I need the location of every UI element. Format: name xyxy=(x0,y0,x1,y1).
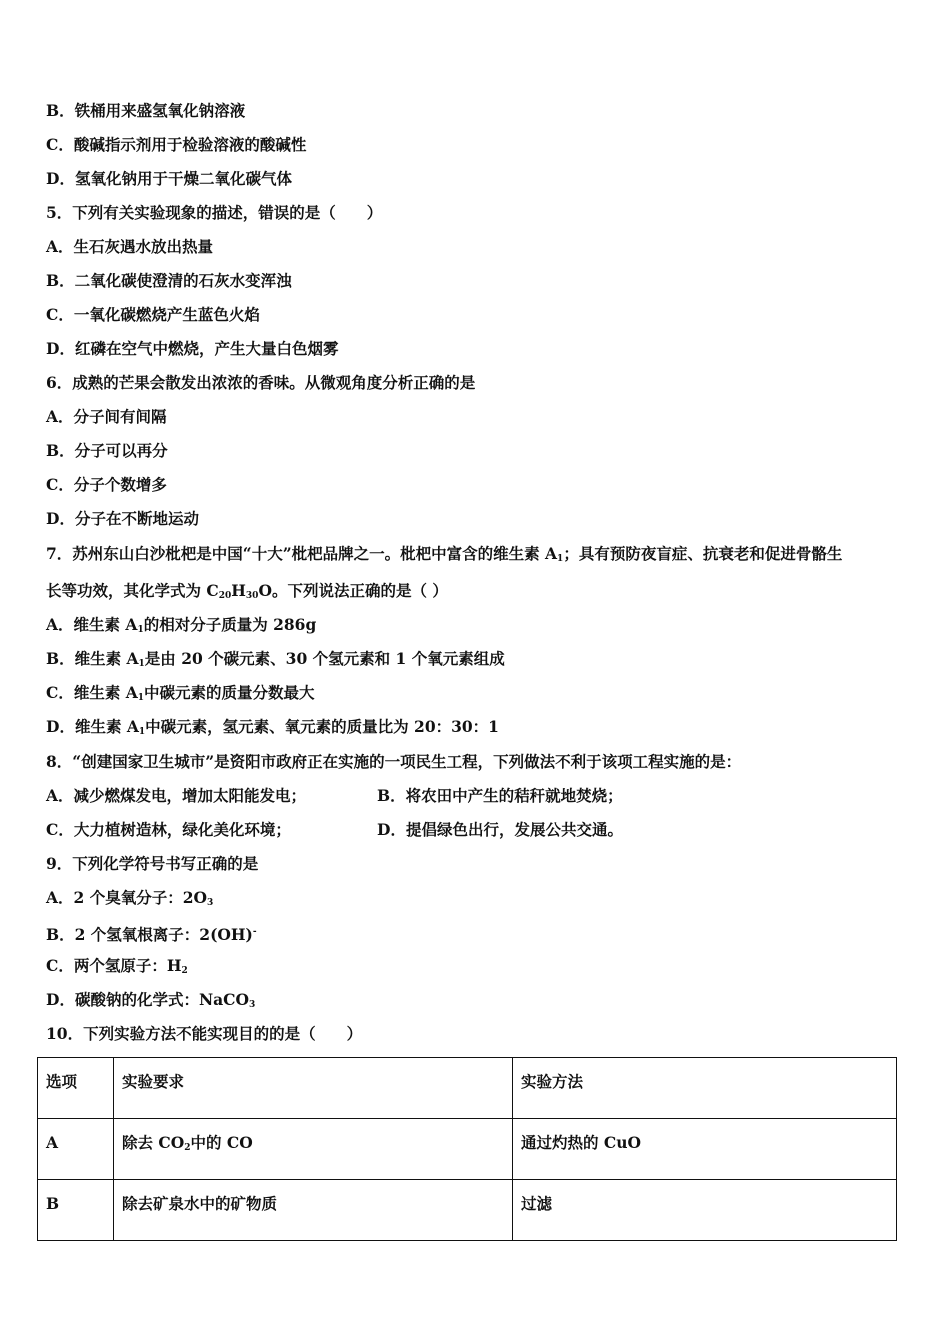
q4-option-c: C．酸碱指示剂用于检验溶液的酸碱性 xyxy=(46,135,307,154)
q7-option-a xyxy=(46,614,316,641)
subscript: 1 xyxy=(557,554,564,564)
option-text: C．维生素 A xyxy=(46,683,138,702)
subscript: 1 xyxy=(137,693,145,703)
row-option: A xyxy=(38,1119,114,1180)
q5-option-c: C．一氧化碳燃烧产生蓝色火焰 xyxy=(46,305,260,324)
q6-stem: 6．成熟的芒果会散发出浓浓的香味。从微观角度分析正确的是 xyxy=(46,373,476,392)
subscript: 3 xyxy=(207,898,214,908)
q7-option-b xyxy=(46,648,505,675)
option-text: C．两个氢原子：H xyxy=(46,956,182,975)
q9-option-c xyxy=(46,955,188,982)
q7-stem-text: H xyxy=(231,581,246,600)
subscript: 2 xyxy=(181,966,188,976)
header-option: 选项 xyxy=(38,1058,114,1119)
option-text: D．维生素 A xyxy=(46,717,139,736)
option-text: D．碳酸钠的化学式：NaCO xyxy=(46,990,249,1009)
subscript: 2 xyxy=(184,1143,191,1153)
cell-text: 除去 CO xyxy=(122,1133,185,1152)
q7-stem-text: 7．苏州东山白沙枇杷是中国“十大”枇杷品牌之一。枇杷中富含的维生素 A xyxy=(46,544,558,563)
subscript: 1 xyxy=(138,727,146,737)
option-text: 的相对分子质量为 286g xyxy=(143,615,317,634)
header-method: 实验方法 xyxy=(513,1058,897,1119)
q4-option-d: D．氢氧化钠用于干燥二氧化碳气体 xyxy=(46,169,292,188)
q8-option-c: C．大力植树造林，绿化美化环境； xyxy=(46,820,291,839)
table-row xyxy=(38,1119,897,1180)
row-method: 通过灼热的 CuO xyxy=(513,1119,897,1180)
superscript: - xyxy=(252,927,257,937)
q5-stem: 5．下列有关实验现象的描述，错误的是（ ） xyxy=(46,203,383,222)
subscript: 30 xyxy=(245,591,259,601)
q9-stem: 9．下列化学符号书写正确的是 xyxy=(46,854,259,873)
option-text: 是由 20 个碳元素、30 个氢元素和 1 个氧元素组成 xyxy=(144,649,505,668)
q8-stem: 8．“创建国家卫生城市”是资阳市政府正在实施的一项民生工程，下列做法不利于该项工程实施的是： xyxy=(46,752,742,771)
option-text: A．2 个臭氧分子：2O xyxy=(46,888,207,907)
q7-stem-text: ；具有预防夜盲症、抗衰老和促进骨骼生 xyxy=(563,544,843,563)
q8-option-d: D．提倡绿色出行，发展公共交通。 xyxy=(377,820,623,839)
row-option: B xyxy=(38,1180,114,1241)
cell-text: 中的 CO xyxy=(190,1133,253,1152)
q9-option-d xyxy=(46,989,255,1016)
q8-option-b: B．将农田中产生的秸秆就地焚烧； xyxy=(377,786,623,805)
q7-option-c xyxy=(46,682,315,709)
option-text: 中碳元素的质量分数最大 xyxy=(144,683,315,702)
option-text: B．维生素 A xyxy=(46,649,139,668)
header-requirement: 实验要求 xyxy=(114,1058,513,1119)
q4-option-b: B．铁桶用来盛氢氧化钠溶液 xyxy=(46,101,246,120)
subscript: 1 xyxy=(138,659,145,669)
row-requirement: 除去矿泉水中的矿物质 xyxy=(114,1180,513,1241)
q5-option-a: A．生石灰遇水放出热量 xyxy=(46,237,214,256)
q6-option-c: C．分子个数增多 xyxy=(46,475,167,494)
experiment-table xyxy=(37,1057,897,1241)
q10-stem: 10．下列实验方法不能实现目的的是（ ） xyxy=(46,1024,363,1043)
q5-option-d: D．红磷在空气中燃烧，产生大量白色烟雾 xyxy=(46,339,339,358)
option-text: B．2 个氢氧根离子：2(OH) xyxy=(46,925,253,944)
option-text: A．维生素 A xyxy=(46,615,138,634)
q9-option-b xyxy=(46,921,257,946)
q7-stem-text: O。下列说法正确的是（ ） xyxy=(258,581,448,600)
q7-stem-line2 xyxy=(46,580,448,607)
q6-option-d: D．分子在不断地运动 xyxy=(46,509,199,528)
table-row xyxy=(38,1180,897,1241)
row-requirement xyxy=(114,1119,513,1180)
q5-option-b: B．二氧化碳使澄清的石灰水变浑浊 xyxy=(46,271,292,290)
row-method: 过滤 xyxy=(513,1180,897,1241)
q6-option-b: B．分子可以再分 xyxy=(46,441,168,460)
table-header-row xyxy=(38,1058,897,1119)
q8-option-a: A．减少燃煤发电，增加太阳能发电； xyxy=(46,786,307,805)
subscript: 20 xyxy=(218,591,232,601)
q7-stem-line1 xyxy=(46,543,842,570)
option-text: 中碳元素，氢元素、氧元素的质量比为 20：30：1 xyxy=(145,717,499,736)
subscript: 3 xyxy=(249,1000,256,1010)
q6-option-a: A．分子间有间隔 xyxy=(46,407,167,426)
q7-option-d xyxy=(46,716,499,743)
subscript: 1 xyxy=(137,625,144,635)
q9-option-a xyxy=(46,887,213,914)
q7-stem-text: 长等功效，其化学式为 C xyxy=(46,581,219,600)
